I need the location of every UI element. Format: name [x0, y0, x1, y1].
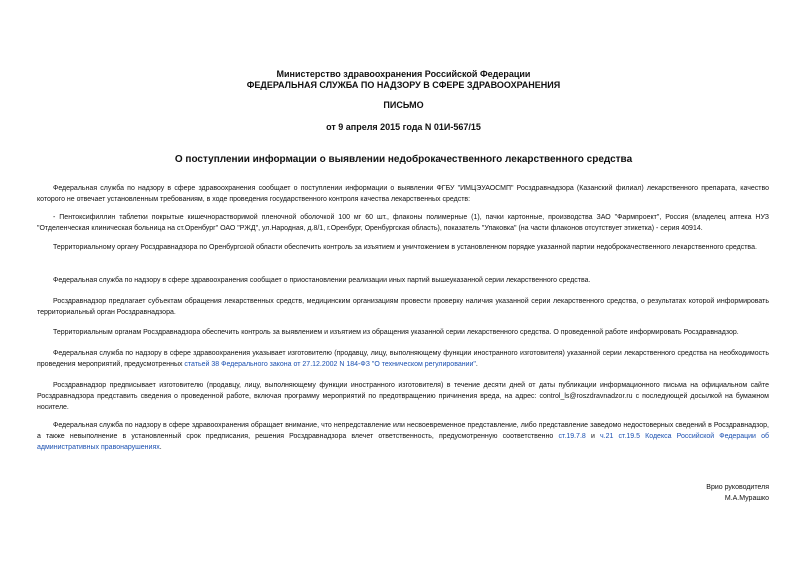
paragraph-7-text: Федеральная служба по надзору в сфере здравоохранения указывает изготовителю (продавцу, лицу, выполняющему функции иностранного изготовителя) указанной серии лекарственного средства на необходимость проведения мероприятий, предусмотренных [37, 350, 769, 368]
paragraph-9-text: Федеральная служба по надзору в сфере здравоохранения обращает внимание, что непредставление или несвоевременное представление, либо представление заведомо недостоверных сведений в Росздравнадзор, а также невыполнение в установленный срок предписания, решения Росздравнадзора влечет ответственность, предусмотренную соответственно [37, 422, 769, 440]
federal-law-link[interactable]: статьей 38 Федерального закона от 27.12.2002 N 184-ФЗ "О техническом регулировании" [184, 361, 476, 368]
paragraph-9-mid: и [585, 433, 600, 440]
paragraph-6: Территориальным органам Росздравнадзора обеспечить контроль за выявлением и изъятием из обращения указанной серии лекарственного средства. О проведенной работе информировать Росздравнадзор. [53, 329, 739, 336]
paragraph-4: Федеральная служба по надзору в сфере здравоохранения сообщает о приостановлении реализации иных партий вышеуказанной серии лекарственного средства. [53, 277, 591, 284]
signatory-name: М.А.Мурашко [724, 495, 769, 502]
document-date-number: от 9 апреля 2015 года N 01И-567/15 [326, 122, 481, 132]
paragraph-7-end: . [475, 361, 478, 368]
ministry-name: Министерство здравоохранения Российской Федерации [276, 69, 531, 79]
paragraph-5: Росздравнадзор предлагает субъектам обращения лекарственных средств, медицинским организациям провести проверку наличия указанной серии лекарственного средства, о результатах которой информировать территориальный орган Росздравнадзора. [37, 298, 769, 316]
koap-code-link[interactable]: ч.21 ст.19.5 Кодекса Российской Федерации об административных правонарушениях [37, 433, 769, 451]
signatory-position: Врио руководителя [706, 484, 769, 491]
paragraph-9 [37, 420, 769, 453]
service-name: ФЕДЕРАЛЬНАЯ СЛУЖБА ПО НАДЗОРУ В СФЕРЕ ЗДРАВООХРАНЕНИЯ [246, 80, 561, 90]
koap-article-link[interactable]: ст.19.7.8 [558, 433, 586, 440]
document-type: ПИСЬМО [383, 100, 424, 110]
paragraph-9-end: . [159, 444, 162, 451]
paragraph-7 [37, 348, 769, 370]
paragraph-8: Росздравнадзор предписывает изготовителю (продавцу, лицу, выполняющему функции иностранного изготовителя) в течение десяти дней от даты публикации информационного письма на официальном сайте Росздравнадзора представить сведения о проведенной работе, включая программу мероприятий по предотвращению причинения вреда, на адрес: control_ls@roszdravnadzor.ru с последующей досылкой на бумажном носителе. [37, 382, 769, 411]
paragraph-3: Территориальному органу Росздравнадзора по Оренбургской области обеспечить контроль за изъятием и уничтожением в установленном порядке указанной партии недоброкачественного лекарственного средства. [53, 244, 757, 251]
document-title: О поступлении информации о выявлении недоброкачественного лекарственного средства [174, 154, 633, 165]
paragraph-2: - Пентоксифиллин таблетки покрытые кишечнорастворимой пленочной оболочкой 100 мг 60 шт., флаконы полимерные (1), пачки картонные, производства ЗАО "Фармпроект", Россия (владелец аптека НУЗ "Отделенческая клиническая больница на ст.Оренбург" ОАО "РЖД", ул.Народная, д.8/1, г.Оренбург, Оренбургская область), показатель "Упаковка" (на части флаконов отсутствует этикетка) - серия 40914. [37, 214, 769, 232]
paragraph-1: Федеральная служба по надзору в сфере здравоохранения сообщает о поступлении информации о выявлении ФГБУ "ИМЦЭУАОСМП" Росздравнадзора (Казанский филиал) лекарственного препарата, качество которого не отвечает установленным требованиям, в ходе проведения государственного контроля качества лекарственных средств: [37, 185, 769, 203]
